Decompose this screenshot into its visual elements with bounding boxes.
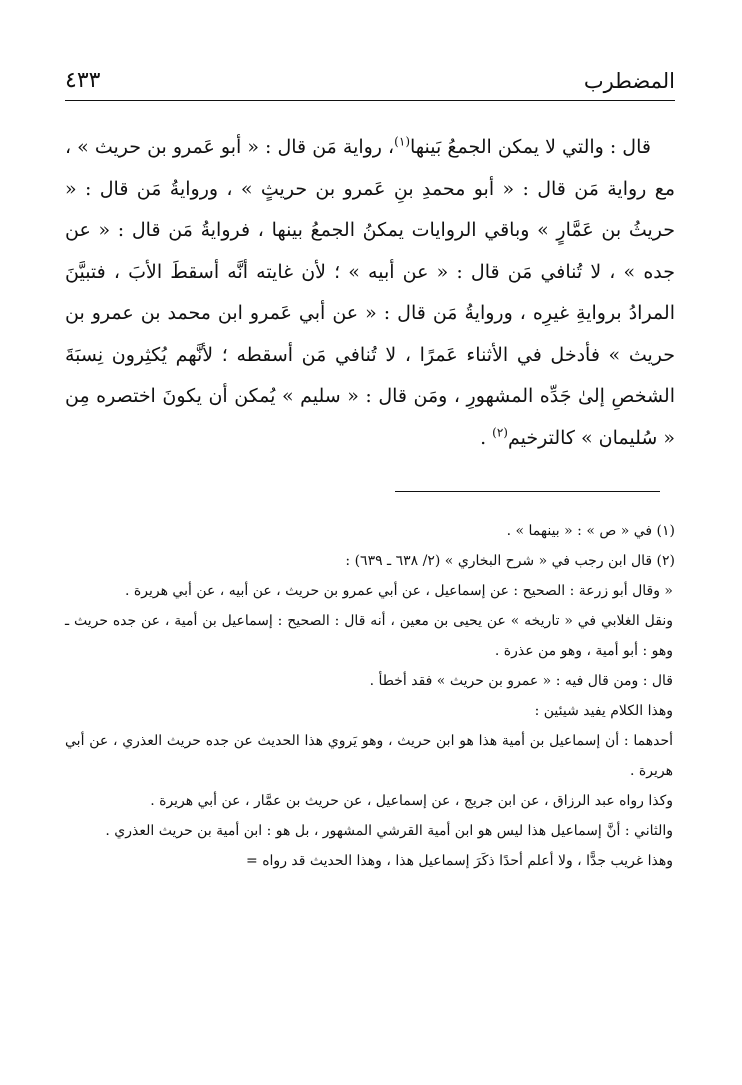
running-header: [65, 66, 675, 96]
footnote-2-line: « وقال أبو زرعة : الصحيح : عن إسماعيل ، عن أبي عمرو بن حريث ، عن أبيه ، عن أبي هريرة .: [125, 583, 673, 599]
footnotes: [65, 516, 675, 876]
footnote-divider: [395, 491, 660, 492]
footnote-2-line: أحدهما : أن إسماعيل بن أمية هذا هو ابن حريث ، وهو يَروي هذا الحديث عن جده حريث العذري ، عن أبي هريرة .: [65, 733, 673, 779]
footnote-2-line: والثاني : أنَّ إسماعيل هذا ليس هو ابن أمية القرشي المشهور ، بل هو : ابن أمية بن حريث العذري .: [105, 823, 673, 839]
page-number: ٤٣٣: [65, 68, 101, 93]
footnote-2-line: قال : ومن قال فيه : « عمرو بن حريث » فقد أخطأ .: [369, 673, 673, 689]
book-page: [65, 0, 675, 1085]
footnote-2-line: ونقل الغلابي في « تاريخه » عن يحيى بن معين ، أنه قال : الصحيح : إسماعيل بن أمية ، عن جده حريث ـ وهو : أبو أمية ، وهو من عذرة .: [65, 613, 673, 659]
main-text: [65, 127, 675, 459]
footnote-1: (١) في « ص » : « بينهما » .: [506, 523, 675, 539]
footnote-2: (٢) قال ابن رجب في « شرح البخاري » (٢/ ٦٣٨ ـ ٦٣٩) :: [345, 553, 675, 569]
footnote-2-line: وهذا غريب جدًّا ، ولا أعلم أحدًا ذكَرَ إسماعيل هذا ، وهذا الحديث قد رواه =: [246, 853, 673, 869]
header-divider: [65, 100, 675, 101]
paragraph-text-part3: .: [480, 426, 493, 449]
chapter-title: المضطرب: [583, 69, 675, 93]
main-paragraph: [65, 127, 675, 459]
paragraph-text-part2: ، رواية مَن قال : « أبو عَمرو بن حريث » ، مع رواية مَن قال : « أبو محمدِ بنِ عَمرو بن حريثٍ » ، وروايةُ مَن قال : « حريثُ بن عَمَّارٍ » وباقي الروايات يمكنُ الجمعُ بينها ، فروايةُ مَن قال : « عن جده » ، لا تُنافي مَن قال : « عن أبيه » ؛ لأن غايته أنَّه أسقطَ الأبَ ، فتبيَّنَ المرادُ بروايةِ غيرِه ، وروايةُ مَن قال : « عن أبي عَمرو ابن محمد بن عمرو بن حريث » فأدخل في الأثناء عَمرًا ، لا تُنافي مَن أسقطه ؛ لأنَّهم يُكثِرون نِسبَةَ الشخصِ إلىٰ جَدِّه المشهورِ ، ومَن قال : « سليم » يُمكن أن يكونَ اختصره مِن « سُليمان » كالترخيم: [65, 136, 675, 449]
footnote-2-line: وهذا الكلام يفيد شيئين :: [534, 703, 673, 719]
paragraph-text-part1: قال : والتي لا يمكن الجمعُ بَينها: [410, 136, 651, 158]
footnote-2-line: وكذا رواه عبد الرزاق ، عن ابن جريج ، عن إسماعيل ، عن حريث بن عمَّار ، عن أبي هريرة .: [150, 793, 673, 809]
footnote-ref-2: (٢): [492, 425, 508, 440]
footnote-ref-1: (١): [394, 134, 410, 149]
